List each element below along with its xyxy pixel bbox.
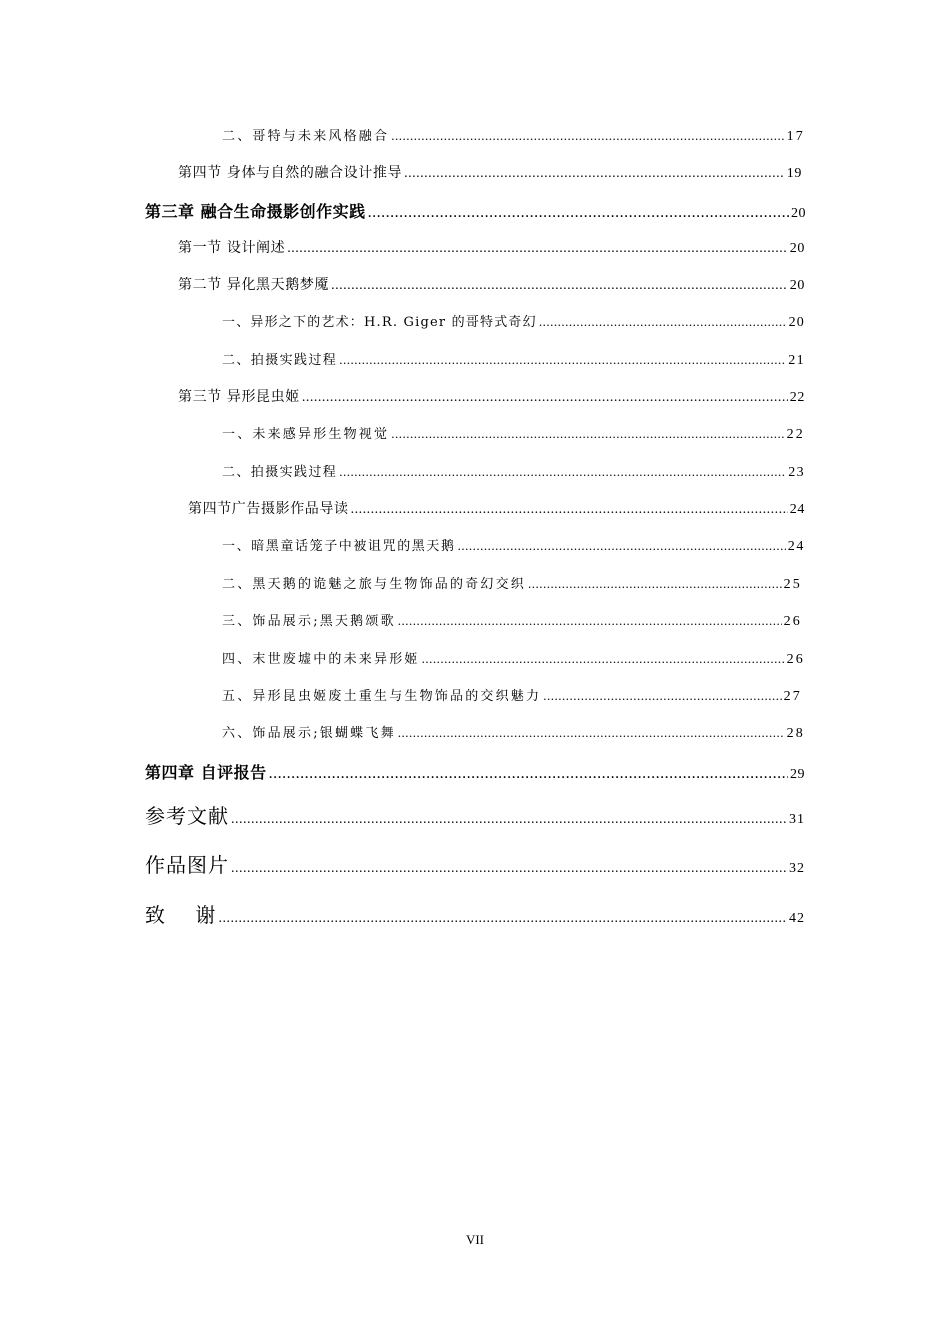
- toc-entry-title: 参考文献: [145, 804, 229, 828]
- toc-entry-title: 一、未来感异形生物视觉: [222, 427, 390, 442]
- toc-chapter-entry[interactable]: [145, 760, 805, 783]
- toc-entry-page: 20: [789, 241, 805, 256]
- toc-entry-page: 25: [783, 577, 802, 592]
- toc-entry-title: 一、暗黑童话笼子中被诅咒的黑天鹅: [222, 539, 456, 554]
- toc-entry-page: 20: [789, 278, 805, 293]
- toc-leader-dots: [331, 278, 788, 294]
- toc-entry-title: 第三章 融合生命摄影创作实践: [145, 202, 366, 221]
- toc-entry-page: 22: [786, 427, 805, 442]
- toc-entry-page: 20: [788, 315, 805, 330]
- toc-major-entry[interactable]: [145, 849, 805, 878]
- toc-entry-title: 一、异形之下的艺术：H.R. Giger 的哥特式奇幻: [222, 315, 537, 330]
- toc-leader-dots: [458, 538, 786, 554]
- toc-entry-page: 23: [788, 465, 805, 480]
- toc-entry-title: 二、黑天鹅的诡魅之旅与生物饰品的奇幻交织: [222, 577, 527, 592]
- toc-entry[interactable]: [178, 237, 805, 257]
- toc-leader-dots: [368, 204, 789, 222]
- toc-entry[interactable]: [222, 125, 805, 145]
- toc-entry-page: 17: [786, 129, 805, 144]
- toc-entry-title: 四、末世废墟中的未来异形姬: [222, 652, 420, 667]
- toc-leader-dots: [231, 812, 787, 828]
- toc-entry-page: 31: [789, 812, 805, 827]
- toc-leader-dots: [398, 613, 782, 629]
- toc-leader-dots: [543, 688, 781, 704]
- toc-entry-title: 致 谢: [145, 903, 217, 927]
- toc-entry-page: 24: [787, 539, 805, 554]
- toc-entry[interactable]: [178, 386, 805, 406]
- toc-entry-title: 二、拍摄实践过程: [222, 353, 338, 368]
- toc-leader-dots: [398, 725, 785, 741]
- toc-entry-title: 三、饰品展示;黑天鹅颂歌: [222, 614, 396, 629]
- toc-leader-dots: [351, 502, 788, 518]
- toc-entry-title: 二、哥特与未来风格融合: [222, 129, 390, 144]
- toc-leader-dots: [269, 765, 788, 783]
- toc-entry[interactable]: [222, 461, 805, 481]
- toc-leader-dots: [231, 861, 787, 877]
- toc-entry[interactable]: [222, 685, 802, 705]
- toc-leader-dots: [422, 651, 785, 667]
- toc-entry-page: 26: [786, 652, 805, 667]
- toc-entry-title: 第二节 异化黑天鹅梦魇: [178, 277, 330, 293]
- toc-major-entry[interactable]: [145, 800, 805, 829]
- toc-entry[interactable]: [222, 722, 805, 742]
- toc-leader-dots: [539, 314, 787, 330]
- toc-entry-title: 二、拍摄实践过程: [222, 465, 338, 480]
- toc-leader-dots: [339, 464, 786, 480]
- toc-leader-dots: [218, 911, 787, 927]
- toc-entry-page: 26: [783, 614, 802, 629]
- toc-entry-page: 27: [783, 689, 802, 704]
- toc-entry-page: 21: [788, 353, 805, 368]
- toc-leader-dots: [391, 426, 784, 442]
- toc-entry-title: 第三节 异形昆虫姬: [178, 389, 300, 405]
- toc-entry[interactable]: [188, 498, 805, 518]
- toc-entry-page: 19: [786, 166, 802, 181]
- toc-entry-title: 第四章 自评报告: [145, 763, 267, 782]
- toc-entry[interactable]: [222, 648, 805, 668]
- toc-entry-page: 22: [789, 390, 805, 405]
- toc-leader-dots: [302, 390, 788, 406]
- toc-leader-dots: [391, 128, 784, 144]
- toc-entry[interactable]: [222, 423, 805, 443]
- toc-entry[interactable]: [178, 274, 805, 294]
- toc-entry-title: 第四节 身体与自然的融合设计推导: [178, 165, 403, 181]
- toc-entry[interactable]: [222, 349, 805, 369]
- toc-entry-page: 20: [791, 206, 806, 221]
- toc-entry-title: 第一节 设计阐述: [178, 240, 286, 256]
- toc-entry[interactable]: [178, 162, 802, 182]
- toc-entry-title: 作品图片: [145, 853, 229, 877]
- toc-entry[interactable]: [222, 610, 802, 630]
- toc-entry-page: 24: [789, 502, 805, 517]
- toc-leader-dots: [287, 241, 788, 257]
- toc-major-entry[interactable]: [145, 899, 805, 928]
- toc-entry-title: 六、饰品展示;银蝴蝶飞舞: [222, 726, 396, 741]
- toc-entry-page: 32: [789, 861, 805, 876]
- toc-leader-dots: [528, 576, 782, 592]
- toc-entry-title: 第四节广告摄影作品导读: [188, 501, 349, 517]
- toc-entry[interactable]: [222, 573, 802, 593]
- toc-entry[interactable]: [222, 311, 805, 331]
- toc-entry-page: 29: [790, 767, 805, 782]
- toc-leader-dots: [339, 352, 786, 368]
- toc-leader-dots: [404, 166, 785, 182]
- toc-entry[interactable]: [222, 535, 805, 555]
- page-number: VII: [465, 1232, 485, 1247]
- toc-entry-title: 五、异形昆虫姬废土重生与生物饰品的交织魅力: [222, 689, 542, 704]
- toc-chapter-entry[interactable]: [145, 199, 806, 222]
- toc-entry-page: 42: [789, 911, 805, 926]
- toc-entry-page: 28: [786, 726, 805, 741]
